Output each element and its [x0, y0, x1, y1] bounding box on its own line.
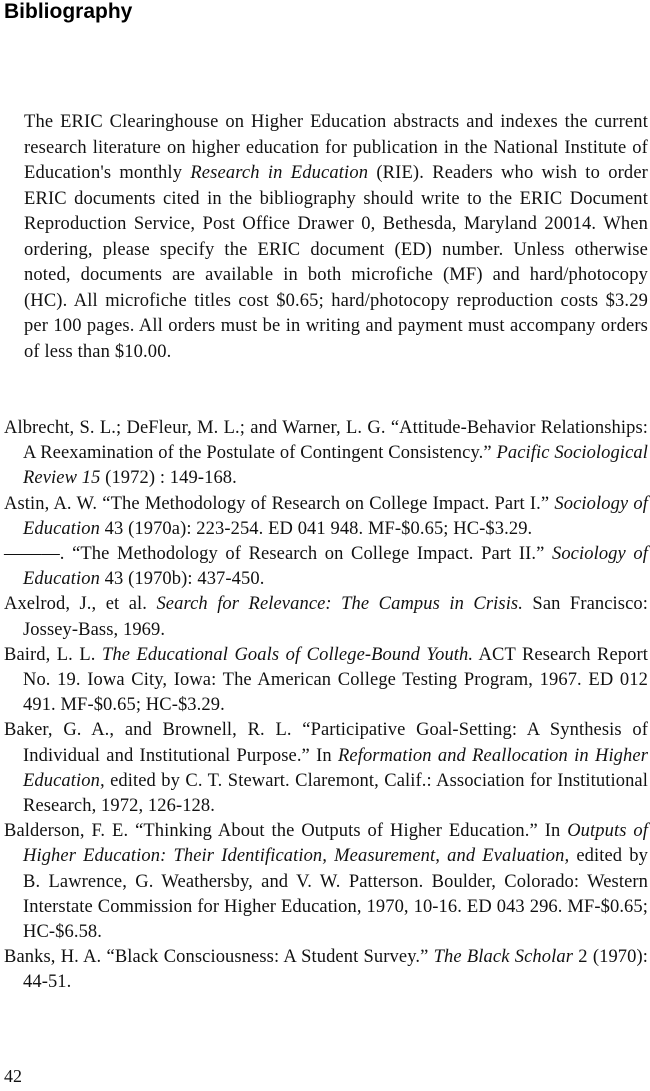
- intro-journal-title: Research in Education: [190, 163, 369, 183]
- entry-source: Pacific Sociological Review 15: [23, 443, 649, 489]
- entry-details: ACT Research Report No. 19. Iowa City, Iowa: The American College Testing Program, 1967. ED 012 491. MF-$0.65; HC-$3.29.: [23, 644, 648, 716]
- entry-authors-title: Baker, G. A., and Brownell, R. L. “Participative Goal-Setting: A Synthesis of Individual and Institutional Purpose.” In: [4, 720, 648, 766]
- entry-authors-title: Balderson, F. E. “Thinking About the Outputs of Higher Education.” In: [4, 821, 568, 842]
- intro-text-part-1: The ERIC Clearinghouse on Higher Education abstracts and indexes the current research literature on higher education for publication in the National Institute of Education's monthly: [24, 112, 648, 183]
- bibliography-entry-banks: [4, 945, 648, 995]
- bibliography-entry-albrecht: [4, 416, 648, 492]
- entry-details: 43 (1970a): 223-254. ED 041 948. MF-$0.65; HC-$3.29.: [99, 518, 533, 539]
- entry-details: 2 (1970): 44-51.: [23, 947, 648, 993]
- intro-text: [24, 110, 648, 365]
- entry-source: Outputs of Higher Education: Their Identification, Measurement, and Evaluation,: [23, 821, 648, 867]
- entry-authors-title: Axelrod, J., et al.: [4, 594, 157, 615]
- page-heading: Bibliography: [4, 0, 133, 23]
- entry-source: Sociology of Education: [23, 544, 648, 590]
- entry-authors-title: Banks, H. A. “Black Consciousness: A Student Survey.”: [4, 947, 434, 968]
- bibliography-entry-astin-1970a: [4, 492, 648, 542]
- bibliography-entry-astin-1970b: [4, 542, 648, 592]
- entry-details: edited by B. Lawrence, G. Weathersby, and V. W. Patterson. Boulder, Colorado: Western Interstate Commission for Higher Education, 1970, 10-16. ED 043 296. MF-$0.65; HC-$6.58.: [23, 846, 648, 943]
- entry-source: Reformation and Reallocation in Higher Education,: [23, 745, 648, 791]
- entry-details: San Francisco: Jossey-Bass, 1969.: [23, 594, 648, 640]
- intro-text-part-2: (RIE). Readers who wish to order ERIC documents cited in the bibliography should write to the ERIC Document Reproduction Service, Post Office Drawer 0, Bethesda, Maryland 20014. When ordering, please specify the ERIC document (ED) number. Unless otherwise noted, documents are available in both microfiche (MF) and hard/photocopy (HC). All microfiche titles cost $0.65; hard/photocopy reproduction costs $3.29 per 100 pages. All orders must be in writing and payment must accompany orders of less than $10.00.: [24, 163, 648, 362]
- entry-source: Sociology of Education: [23, 493, 648, 539]
- page-number: 42: [4, 1066, 22, 1086]
- bibliography-entry-baird: [4, 643, 648, 719]
- bibliography-entry-baker: [4, 718, 648, 819]
- entry-authors-title: Baird, L. L.: [4, 644, 102, 665]
- bibliography-entry-balderson: [4, 819, 648, 945]
- entry-details: (1972) : 149-168.: [100, 468, 237, 489]
- bibliography-list: [4, 416, 648, 996]
- entry-source: The Black Scholar: [433, 947, 574, 968]
- entry-source: Search for Relevance: The Campus in Crisis.: [156, 594, 523, 615]
- entry-authors-title: Astin, A. W. “The Methodology of Research on College Impact. Part I.”: [4, 493, 555, 514]
- entry-source: The Educational Goals of College-Bound Youth.: [101, 644, 474, 665]
- entry-details: edited by C. T. Stewart. Claremont, Calif.: Association for Institutional Research, 1972, 126-128.: [23, 770, 648, 817]
- entry-authors-title: Albrecht, S. L.; DeFleur, M. L.; and Warner, L. G. “Attitude-Behavior Relationships: A Reexamination of the Postulate of Contingent Consistency.”: [4, 418, 648, 464]
- intro-paragraph: [24, 110, 648, 365]
- entry-details: 43 (1970b): 437-450.: [99, 569, 265, 590]
- entry-authors-title: ———. “The Methodology of Research on College Impact. Part II.”: [4, 544, 552, 565]
- bibliography-entry-axelrod: [4, 592, 648, 642]
